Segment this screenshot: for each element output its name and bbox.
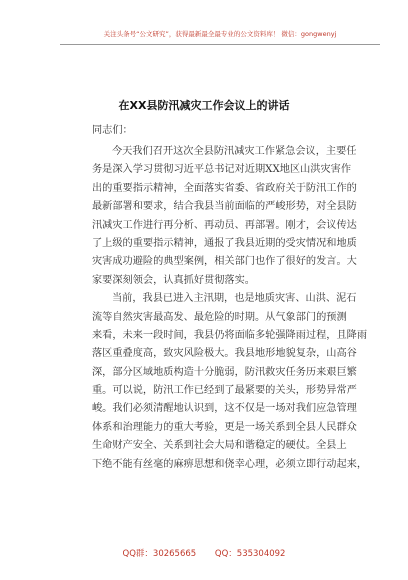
- body-line: 出的重要指示精神，全面落实省委、省政府关于防汛工作的: [92, 182, 357, 194]
- body-line: 灾害成功避险的典型案例，相关部门也作了很好的发言。大: [92, 256, 357, 268]
- body-line: 来看，未来一段时间，我县仍将面临多轮强降雨过程，且降雨: [92, 329, 368, 341]
- body-line: 流等自然灾害最高发、最危险的时期。从气象部门的预测: [92, 311, 347, 323]
- body-line: 今天我们召开这次全县防汛减灾工作紧急会议，主要任: [112, 146, 357, 157]
- body-line: 汛减灾工作进行再分析、再动员、再部署。刚才，会议传达: [92, 219, 357, 231]
- body-line: 下绝不能有丝毫的麻痹思想和侥幸心理，必须立即行动起来，: [92, 458, 368, 470]
- body-line: 当前，我县已进入主汛期，也是地质灾害、山洪、泥石: [112, 293, 357, 305]
- header-banner-text: 关注头条号“公文研究”，获得最新最全最专业的公文资料库！ 微信：gongwenyj: [103, 30, 337, 38]
- body-line: 生命财产安全、关系到社会大局和谐稳定的硬仗。全县上: [92, 440, 347, 452]
- body-line: 务是深入学习贯彻习近平总书记对近期XX地区山洪灾害作: [92, 164, 352, 176]
- header-banner: [60, 24, 380, 45]
- body-line: 落区重叠度高，致灾风险极大。我县地形地貌复杂，山高谷: [92, 348, 357, 360]
- body-line: 深，部分区域地质构造十分脆弱，防汛救灾任务历来艰巨繁: [92, 366, 357, 378]
- body-line: 最新部署和要求，结合我县当前面临的严峻形势，对全县防: [92, 201, 357, 213]
- body-line: 体系和治理能力的重大考验，更是一场关系到全县人民群众: [92, 421, 357, 433]
- document-title: 在XX县防汛减灾工作会议上的讲话: [118, 99, 290, 112]
- footer-contact: [0, 547, 408, 559]
- body-line: 重。可以说，防汛工作已经到了最紧要的关头，形势异常严: [92, 385, 357, 397]
- qq-group-entry: [123, 549, 197, 559]
- body-line: 峻。我们必须清醒地认识到，这不仅是一场对我们应急管理: [92, 403, 357, 415]
- qq-group-label: QQ群：: [122, 549, 153, 559]
- salutation: 同志们：: [92, 125, 133, 136]
- body-line: 了上级的重要指示精神，通报了我县近期的受灾情况和地质: [92, 237, 357, 249]
- qq-label: QQ：: [214, 549, 237, 559]
- document-body: [92, 143, 368, 474]
- body-line: 家要深刻领会，认真抓好贯彻落实。: [92, 274, 255, 286]
- qq-entry: [215, 549, 286, 559]
- qq-group-number: 30265665: [152, 549, 197, 559]
- qq-number: 535304092: [236, 549, 286, 559]
